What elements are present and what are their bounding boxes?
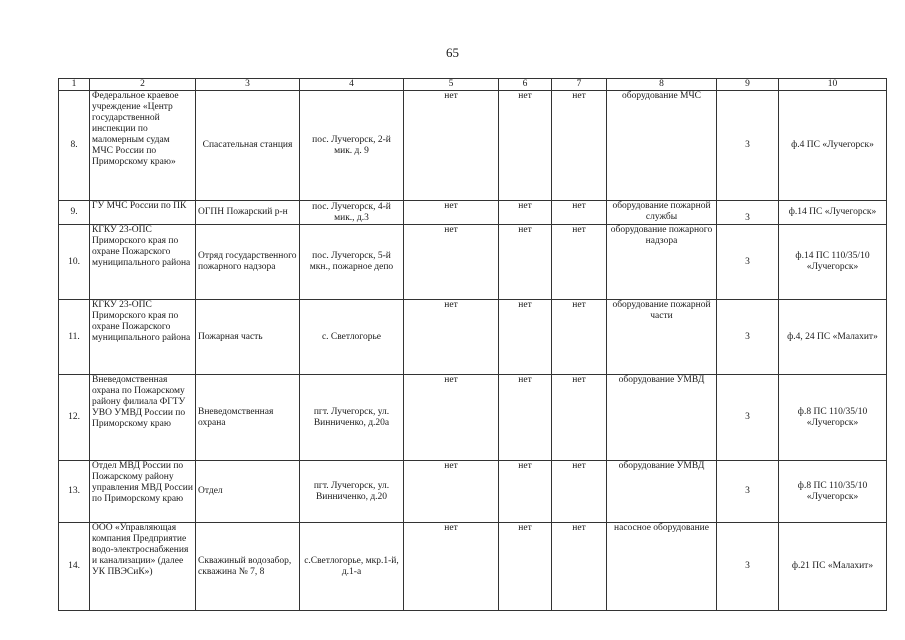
- col5-cell: нет: [404, 300, 499, 375]
- header-cell-7: 7: [552, 79, 607, 91]
- row-number: 13.: [59, 461, 90, 523]
- table-row: [59, 201, 887, 225]
- header-cell-3: 3: [196, 79, 300, 91]
- header-cell-6: 6: [499, 79, 552, 91]
- organization-cell: ГУ МЧС России по ПК: [90, 201, 196, 225]
- row-number: 8.: [59, 91, 90, 201]
- equipment-cell: оборудование пожарного надзора: [607, 225, 717, 300]
- col7-cell: нет: [552, 91, 607, 201]
- header-cell-9: 9: [717, 79, 779, 91]
- facility-cell: Вневедомственная охрана: [196, 375, 300, 461]
- category-cell: 3: [717, 461, 779, 523]
- category-cell: 3: [717, 91, 779, 201]
- col6-cell: нет: [499, 375, 552, 461]
- registry-table: [58, 78, 887, 611]
- col7-cell: нет: [552, 300, 607, 375]
- col7-cell: нет: [552, 225, 607, 300]
- facility-cell: Спасательная станция: [196, 91, 300, 201]
- category-cell: 3: [717, 523, 779, 611]
- equipment-cell: оборудование пожарной службы: [607, 201, 717, 225]
- col7-cell: нет: [552, 375, 607, 461]
- col6-cell: нет: [499, 201, 552, 225]
- col7-cell: нет: [552, 523, 607, 611]
- col5-cell: нет: [404, 225, 499, 300]
- feeder-cell: ф.21 ПС «Малахит»: [779, 523, 887, 611]
- col6-cell: нет: [499, 461, 552, 523]
- feeder-cell: ф.14 ПС 110/35/10 «Лучегорск»: [779, 225, 887, 300]
- equipment-cell: оборудование УМВД: [607, 375, 717, 461]
- feeder-cell: ф.14 ПС «Лучегорск»: [779, 201, 887, 225]
- category-cell: 3: [717, 375, 779, 461]
- table-row: [59, 375, 887, 461]
- table-row: [59, 523, 887, 611]
- organization-cell: Вневедомственная охрана по Пожарскому району филиала ФГТУ УВО УМВД России по Приморскому краю: [90, 375, 196, 461]
- col5-cell: нет: [404, 91, 499, 201]
- feeder-cell: ф.8 ПС 110/35/10 «Лучегорск»: [779, 375, 887, 461]
- col6-cell: нет: [499, 91, 552, 201]
- address-cell: пгт. Лучегорск, ул. Винниченко, д.20а: [300, 375, 404, 461]
- col7-cell: нет: [552, 201, 607, 225]
- row-number: 11.: [59, 300, 90, 375]
- organization-cell: Отдел МВД России по Пожарскому району управления МВД России по Приморскому краю: [90, 461, 196, 523]
- address-cell: пос. Лучегорск, 2-й мик. д. 9: [300, 91, 404, 201]
- category-cell: 3: [717, 201, 779, 225]
- facility-cell: Пожарная часть: [196, 300, 300, 375]
- table-body: [59, 91, 887, 611]
- table-row: [59, 300, 887, 375]
- organization-cell: КГКУ 23-ОПС Приморского края по охране Пожарского муниципального района: [90, 225, 196, 300]
- header-cell-2: 2: [90, 79, 196, 91]
- page-number: 65: [446, 45, 459, 60]
- col5-cell: нет: [404, 461, 499, 523]
- category-cell: 3: [717, 225, 779, 300]
- feeder-cell: ф.8 ПС 110/35/10 «Лучегорск»: [779, 461, 887, 523]
- row-number: 14.: [59, 523, 90, 611]
- header-cell-4: 4: [300, 79, 404, 91]
- col6-cell: нет: [499, 523, 552, 611]
- feeder-cell: ф.4, 24 ПС «Малахит»: [779, 300, 887, 375]
- equipment-cell: оборудование МЧС: [607, 91, 717, 201]
- header-cell-10: 10: [779, 79, 887, 91]
- row-number: 9.: [59, 201, 90, 225]
- row-number: 12.: [59, 375, 90, 461]
- table-row: [59, 91, 887, 201]
- col7-cell: нет: [552, 461, 607, 523]
- organization-cell: Федеральное краевое учреждение «Центр государственной инспекции по маломерным судам МЧС России по Приморскому краю»: [90, 91, 196, 201]
- address-cell: пос. Лучегорск, 4-й мик., д.3: [300, 201, 404, 225]
- category-cell: 3: [717, 300, 779, 375]
- address-cell: с. Светлогорье: [300, 300, 404, 375]
- table-row: [59, 225, 887, 300]
- col6-cell: нет: [499, 225, 552, 300]
- col5-cell: нет: [404, 375, 499, 461]
- facility-cell: ОГПН Пожарский р-н: [196, 201, 300, 225]
- address-cell: с.Светлогорье, мкр.1-й, д.1-а: [300, 523, 404, 611]
- feeder-cell: ф.4 ПС «Лучегорск»: [779, 91, 887, 201]
- header-cell-1: 1: [59, 79, 90, 91]
- table-row: [59, 461, 887, 523]
- equipment-cell: насосное оборудование: [607, 523, 717, 611]
- equipment-cell: оборудование пожарной части: [607, 300, 717, 375]
- header-cell-8: 8: [607, 79, 717, 91]
- organization-cell: КГКУ 23-ОПС Приморского края по охране Пожарского муниципального района: [90, 300, 196, 375]
- header-cell-5: 5: [404, 79, 499, 91]
- organization-cell: ООО «Управляющая компания Предприятие водо-электроснабжения и канализации» (далее УК ПВЭСиК»): [90, 523, 196, 611]
- facility-cell: Отряд государственного пожарного надзора: [196, 225, 300, 300]
- table-header: [59, 79, 887, 91]
- facility-cell: Отдел: [196, 461, 300, 523]
- header-row: [59, 79, 887, 91]
- col6-cell: нет: [499, 300, 552, 375]
- col5-cell: нет: [404, 523, 499, 611]
- row-number: 10.: [59, 225, 90, 300]
- col5-cell: нет: [404, 201, 499, 225]
- address-cell: пгт. Лучегорск, ул. Винниченко, д.20: [300, 461, 404, 523]
- address-cell: пос. Лучегорск, 5-й мкн., пожарное депо: [300, 225, 404, 300]
- facility-cell: Скважиный водозабор, скважина № 7, 8: [196, 523, 300, 611]
- equipment-cell: оборудование УМВД: [607, 461, 717, 523]
